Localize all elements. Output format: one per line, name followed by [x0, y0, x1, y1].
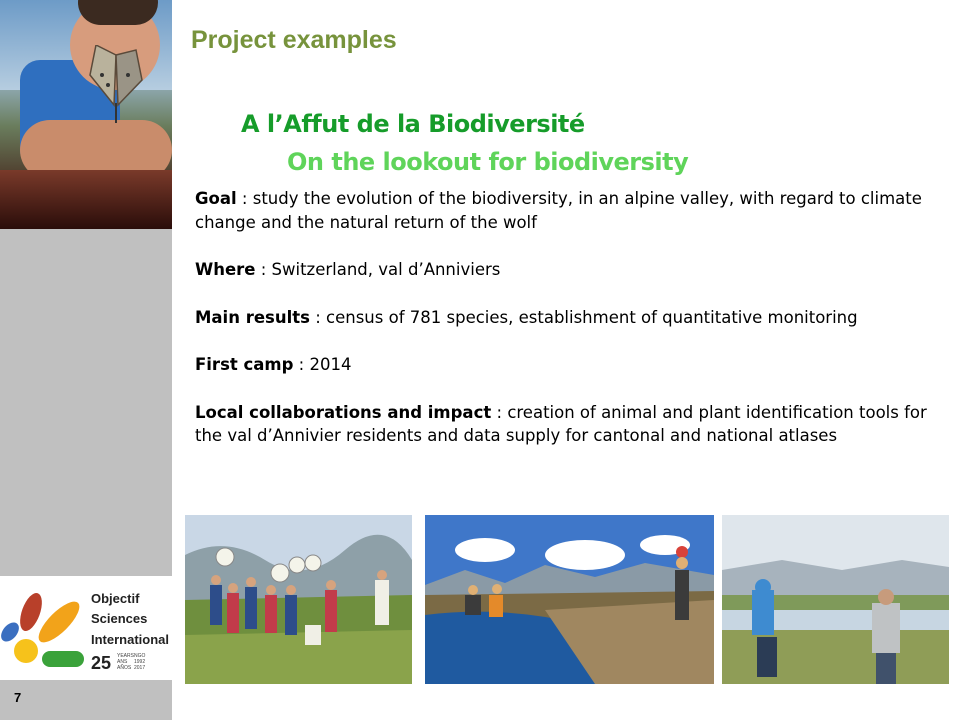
where-sep: :: [255, 260, 272, 279]
first-camp-value: 2014: [309, 355, 352, 374]
binoculars-photo: [722, 515, 949, 684]
butterfly-photo: [0, 0, 172, 229]
logo-small2: ANS: [117, 659, 128, 665]
first-camp-paragraph: [195, 353, 935, 377]
sidebar: [0, 0, 172, 720]
page-number: 7: [14, 690, 22, 705]
impact-sep: :: [491, 402, 508, 422]
slide-title: Project examples: [191, 26, 397, 54]
impact-value: creation of animal and plant identification tools for the val d’Annivier residents and data supply for cantonal and national atlases: [195, 402, 927, 445]
where-paragraph: [195, 258, 935, 282]
goal-sep: :: [236, 189, 253, 208]
first-camp-sep: :: [293, 355, 310, 374]
results-value: census of 781 species, establishment of quantitative monitoring: [326, 307, 858, 327]
where-value: Switzerland, val d’Anniviers: [271, 260, 501, 279]
project-name-fr: A l’Affut de la Biodiversité: [241, 110, 585, 138]
results-paragraph: [195, 306, 935, 330]
results-sep: :: [309, 307, 327, 327]
logo-year-start: 1992: [134, 659, 146, 665]
where-label: Where: [195, 260, 256, 279]
logo-line3: International: [91, 632, 170, 647]
logo-ngo: NGO: [134, 653, 146, 659]
impact-paragraph: [195, 401, 935, 448]
first-camp-label: First camp: [195, 355, 294, 374]
results-label: Main results: [195, 307, 310, 327]
pond-photo: [425, 515, 714, 684]
goal-value: study the evolution of the biodiversity, in an alpine valley, with regard to climate change and the natural return of the wolf: [195, 189, 922, 232]
logo-line2: Sciences: [91, 611, 148, 626]
project-name-en: On the lookout for biodiversity: [287, 148, 689, 176]
logo-small1: YEARS: [117, 653, 134, 659]
impact-label: Local collaborations and impact: [195, 402, 492, 422]
goal-paragraph: [195, 187, 935, 234]
project-details: [195, 187, 935, 472]
osi-logo: [0, 576, 172, 680]
logo-years: 25: [91, 653, 112, 673]
logo-line1: Objectif: [91, 591, 140, 606]
group-photo: [185, 515, 412, 684]
logo-small3: AÑOS: [117, 665, 132, 671]
logo-year-end: 2017: [134, 665, 146, 671]
goal-label: Goal: [195, 189, 237, 208]
